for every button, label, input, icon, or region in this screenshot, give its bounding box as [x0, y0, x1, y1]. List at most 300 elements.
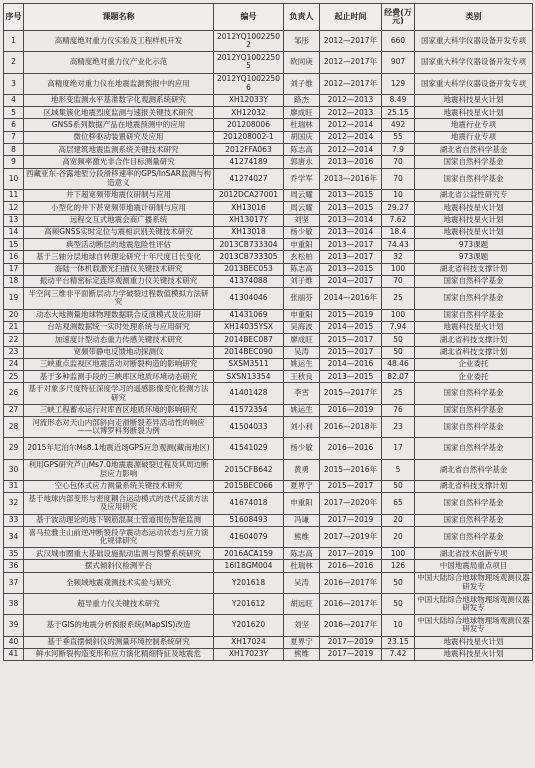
- cell-category: 国家重大科学仪器设备开发专项: [415, 73, 533, 94]
- cell-person: 杨少敏: [284, 226, 320, 238]
- table-row: [4, 214, 533, 226]
- cell-period: 2017—2020年: [320, 493, 382, 514]
- cell-category: 国家自然科学基金: [415, 383, 533, 404]
- cell-funding: 10: [382, 189, 415, 201]
- table-row: [4, 168, 533, 189]
- project-table-sheet: [3, 3, 532, 766]
- cell-name: 小型化的井下甚宽频带地震计研制与应用: [24, 202, 214, 214]
- cell-category: 企业委托: [415, 358, 533, 370]
- table-row: [4, 383, 533, 404]
- cell-funding: 18.4: [382, 226, 415, 238]
- cell-person: 路杰: [284, 94, 320, 106]
- cell-idx: 8: [4, 144, 24, 156]
- header-category: 类别: [415, 4, 533, 31]
- cell-code: 2016ACA159: [214, 548, 284, 560]
- cell-period: 2013—2015: [320, 263, 382, 275]
- cell-idx: 9: [4, 156, 24, 168]
- cell-code: 16I18GM004: [214, 560, 284, 572]
- cell-category: 国家自然科学基金: [415, 514, 533, 526]
- cell-idx: 21: [4, 321, 24, 333]
- cell-funding: 82.07: [382, 371, 415, 383]
- cell-period: 2016—2016: [320, 438, 382, 459]
- cell-category: 国家自然科学基金: [415, 168, 533, 189]
- cell-name: 加速度计型动态重力传感关键技术研究: [24, 334, 214, 346]
- cell-code: 2014BEC090: [214, 346, 284, 358]
- table-row: [4, 514, 533, 526]
- cell-name: 西藏亚东-谷露地堑分段滑移速率的GPS/InSAR监测与构造意义: [24, 168, 214, 189]
- header-funding: 经费(万元): [382, 4, 415, 31]
- cell-category: 中国大陆综合地球物理场观测仪器研发专: [415, 593, 533, 614]
- cell-category: 国家自然科学基金: [415, 288, 533, 309]
- cell-funding: 23.15: [382, 636, 415, 648]
- cell-idx: 32: [4, 493, 24, 514]
- table-row: [4, 493, 533, 514]
- cell-name: 武汉城市圈重大基础设施振动监测与预警系统研究: [24, 548, 214, 560]
- table-row: [4, 251, 533, 263]
- cell-funding: 70: [382, 276, 415, 288]
- cell-period: 2016—2017年: [320, 593, 382, 614]
- cell-name: 微位移驱动装置研究及应用: [24, 131, 214, 143]
- cell-category: 湖北省自然科学基金: [415, 459, 533, 480]
- cell-name: 井下超宽频带地震仪研制与应用: [24, 189, 214, 201]
- cell-funding: 50: [382, 593, 415, 614]
- cell-name: 高宽频率激光非合作目标测量研究: [24, 156, 214, 168]
- cell-code: XH14035YSX: [214, 321, 284, 333]
- cell-category: 973课题: [415, 239, 533, 251]
- cell-name: 宽频带静电反馈地动探测仪: [24, 346, 214, 358]
- cell-category: 地震行业专项: [415, 131, 533, 143]
- cell-code: Y201620: [214, 615, 284, 636]
- cell-person: 欧同庚: [284, 52, 320, 73]
- table-row: [4, 548, 533, 560]
- table-row: [4, 346, 533, 358]
- cell-period: 2013—2014: [320, 226, 382, 238]
- table-row: [4, 309, 533, 321]
- cell-funding: 70: [382, 156, 415, 168]
- cell-code: 2012YQ10022502: [214, 31, 284, 52]
- table-row: [4, 288, 533, 309]
- cell-idx: 15: [4, 239, 24, 251]
- cell-name: 基于GIS的地震分析预报系统(MapSIS)改造: [24, 615, 214, 636]
- cell-name: 三峡重点监视区地震活动对断裂构造的影响研究: [24, 358, 214, 370]
- cell-code: 41541029: [214, 438, 284, 459]
- table-row: [4, 226, 533, 238]
- cell-person: 周云耀: [284, 202, 320, 214]
- table-row: [4, 636, 533, 648]
- cell-period: 2013—2016: [320, 156, 382, 168]
- cell-idx: 22: [4, 334, 24, 346]
- cell-person: 吴涛: [284, 572, 320, 593]
- cell-idx: 10: [4, 168, 24, 189]
- table-row: [4, 334, 533, 346]
- cell-funding: 23: [382, 417, 415, 438]
- cell-idx: 17: [4, 263, 24, 275]
- cell-code: 41431069: [214, 309, 284, 321]
- cell-category: 地震科技星火计划: [415, 202, 533, 214]
- table-row: [4, 526, 533, 547]
- cell-period: 2013—2014: [320, 214, 382, 226]
- cell-name: 远程交互式地震会商广播系统: [24, 214, 214, 226]
- cell-idx: 30: [4, 459, 24, 480]
- cell-period: 2013—2017: [320, 239, 382, 251]
- cell-category: 湖北省技术创新专项: [415, 548, 533, 560]
- cell-name: 地形变监测水平基准数字化观测系统研究: [24, 94, 214, 106]
- cell-period: 2012—2017年: [320, 52, 382, 73]
- cell-name: 全频域地震观测技术实验与研究: [24, 572, 214, 593]
- cell-person: 熊维: [284, 526, 320, 547]
- cell-period: 2015—2016年: [320, 459, 382, 480]
- cell-category: 地震科技星火计划: [415, 648, 533, 660]
- cell-funding: 100: [382, 548, 415, 560]
- cell-idx: 36: [4, 560, 24, 572]
- cell-idx: 26: [4, 383, 24, 404]
- cell-code: 2013BEC053: [214, 263, 284, 275]
- cell-category: 国家重大科学仪器设备开发专项: [415, 52, 533, 73]
- cell-idx: 29: [4, 438, 24, 459]
- cell-period: 2016—2018年: [320, 417, 382, 438]
- cell-person: 郭唐永: [284, 156, 320, 168]
- cell-category: 地震科技星火计划: [415, 107, 533, 119]
- table-row: [4, 239, 533, 251]
- cell-code: 2012FFA063: [214, 144, 284, 156]
- cell-code: SXSM3511: [214, 358, 284, 370]
- cell-code: XH12033Y: [214, 94, 284, 106]
- cell-person: 夏界宁: [284, 636, 320, 648]
- cell-person: 刘小利: [284, 417, 320, 438]
- cell-idx: 39: [4, 615, 24, 636]
- cell-period: 2015—2017年: [320, 383, 382, 404]
- cell-period: 2016—2017年: [320, 572, 382, 593]
- cell-funding: 17: [382, 438, 415, 459]
- cell-code: 41604079: [214, 526, 284, 547]
- cell-idx: 37: [4, 572, 24, 593]
- cell-category: 国家重大科学仪器设备开发专项: [415, 31, 533, 52]
- cell-funding: 492: [382, 119, 415, 131]
- cell-code: 41274027: [214, 168, 284, 189]
- cell-period: 2013—2017: [320, 251, 382, 263]
- cell-category: 湖北省科技支撑计划: [415, 263, 533, 275]
- cell-name: 2015年尼泊尔Ms8.1地震近场GPS应急观测(藏南地区): [24, 438, 214, 459]
- cell-name: 基于多种监测手段的三峡库区地质环境动态研究: [24, 371, 214, 383]
- cell-funding: 100: [382, 309, 415, 321]
- cell-funding: 126: [382, 560, 415, 572]
- cell-idx: 28: [4, 417, 24, 438]
- cell-code: 2015CFB642: [214, 459, 284, 480]
- header-name: 课题名称: [24, 4, 214, 31]
- cell-idx: 2: [4, 52, 24, 73]
- cell-code: 2015BEC066: [214, 480, 284, 492]
- cell-period: 2015—2017: [320, 334, 382, 346]
- cell-person: 玄松柏: [284, 251, 320, 263]
- cell-name: 台站观测数据统一实时处理系统与应用研究: [24, 321, 214, 333]
- cell-category: 地震科技星火计划: [415, 636, 533, 648]
- cell-name: 振动平台精密标定连续观测重力仪关键技术研究: [24, 276, 214, 288]
- cell-name: GNSS系列数据产品在地震预测中的应用: [24, 119, 214, 131]
- cell-person: 陈志高: [284, 548, 320, 560]
- cell-code: XH13016: [214, 202, 284, 214]
- cell-period: 2016—2017年: [320, 615, 382, 636]
- cell-category: 地震科技星火计划: [415, 226, 533, 238]
- cell-name: 基于波动理论的地下钢筋混凝土管道损伤智能监测: [24, 514, 214, 526]
- cell-category: 国家自然科学基金: [415, 417, 533, 438]
- cell-funding: 8.49: [382, 94, 415, 106]
- cell-category: 湖北省科技支撑计划: [415, 334, 533, 346]
- cell-idx: 25: [4, 371, 24, 383]
- cell-person: 刘子维: [284, 276, 320, 288]
- cell-idx: 23: [4, 346, 24, 358]
- cell-period: 2012—2013: [320, 107, 382, 119]
- cell-person: 申重阳: [284, 309, 320, 321]
- cell-period: 2012—2014: [320, 119, 382, 131]
- cell-code: 2013CB733304: [214, 239, 284, 251]
- cell-person: 杨少敏: [284, 438, 320, 459]
- cell-person: 邹彤: [284, 31, 320, 52]
- table-row: [4, 417, 533, 438]
- cell-period: 2017—2019: [320, 636, 382, 648]
- table-row: [4, 202, 533, 214]
- cell-category: 国家自然科学基金: [415, 526, 533, 547]
- cell-period: 2014—2017: [320, 276, 382, 288]
- table-row: [4, 263, 533, 275]
- cell-funding: 660: [382, 31, 415, 52]
- cell-idx: 31: [4, 480, 24, 492]
- cell-period: 2012—2017年: [320, 31, 382, 52]
- table-header-row: [4, 4, 533, 31]
- cell-funding: 50: [382, 334, 415, 346]
- cell-person: 刘坚: [284, 214, 320, 226]
- cell-category: 地震科技星火计划: [415, 321, 533, 333]
- cell-funding: 25: [382, 288, 415, 309]
- cell-funding: 7.42: [382, 648, 415, 660]
- cell-funding: 25.15: [382, 107, 415, 119]
- cell-idx: 34: [4, 526, 24, 547]
- cell-code: 41274189: [214, 156, 284, 168]
- table-row: [4, 593, 533, 614]
- cell-name: 摆式倾斜仪检测平台: [24, 560, 214, 572]
- cell-idx: 1: [4, 31, 24, 52]
- cell-period: 2013—2015: [320, 371, 382, 383]
- cell-code: 51608493: [214, 514, 284, 526]
- cell-person: 杜瑞林: [284, 560, 320, 572]
- cell-category: 中国地震局重点项目: [415, 560, 533, 572]
- cell-person: 张丽芬: [284, 288, 320, 309]
- cell-period: 2014—2015: [320, 321, 382, 333]
- cell-person: 廖成旺: [284, 334, 320, 346]
- cell-person: 黄勇: [284, 459, 320, 480]
- cell-funding: 10: [382, 615, 415, 636]
- cell-person: 胡国庆: [284, 131, 320, 143]
- table-row: [4, 119, 533, 131]
- table-row: [4, 404, 533, 416]
- cell-code: 41304046: [214, 288, 284, 309]
- cell-funding: 50: [382, 572, 415, 593]
- cell-idx: 18: [4, 276, 24, 288]
- cell-person: 冯谦: [284, 514, 320, 526]
- table-row: [4, 480, 533, 492]
- cell-person: 吴海波: [284, 321, 320, 333]
- header-idx: 序号: [4, 4, 24, 31]
- cell-funding: 5: [382, 459, 415, 480]
- cell-person: 李雪: [284, 383, 320, 404]
- cell-person: 姚运生: [284, 404, 320, 416]
- table-row: [4, 459, 533, 480]
- cell-period: 2012—2013: [320, 94, 382, 106]
- cell-funding: 29.27: [382, 202, 415, 214]
- cell-funding: 25: [382, 383, 415, 404]
- cell-period: 2017—2019: [320, 548, 382, 560]
- header-code: 编号: [214, 4, 284, 31]
- cell-code: 2012YQ10022506: [214, 73, 284, 94]
- cell-code: 41572354: [214, 404, 284, 416]
- cell-idx: 41: [4, 648, 24, 660]
- table-row: [4, 31, 533, 52]
- cell-name: 空心包体式应力测量系统关键技术研究: [24, 480, 214, 492]
- cell-funding: 20: [382, 514, 415, 526]
- cell-funding: 32: [382, 251, 415, 263]
- cell-funding: 907: [382, 52, 415, 73]
- cell-code: 2014BEC087: [214, 334, 284, 346]
- cell-name: 基于地球内部变形与密度耦合运动模式的迭代反演方法及应用研究: [24, 493, 214, 514]
- cell-category: 中国大陆综合地球物理场观测仪器研发专: [415, 572, 533, 593]
- cell-idx: 7: [4, 131, 24, 143]
- cell-category: 国家自然科学基金: [415, 309, 533, 321]
- cell-code: 2012DCA27001: [214, 189, 284, 201]
- project-table: [3, 3, 533, 661]
- cell-person: 陈志高: [284, 263, 320, 275]
- cell-name: 动态大地测量地球物理数据联合反演模式及应用研: [24, 309, 214, 321]
- table-row: [4, 371, 533, 383]
- cell-code: 2013CB733305: [214, 251, 284, 263]
- cell-code: XH12032: [214, 107, 284, 119]
- cell-category: 国家自然科学基金: [415, 156, 533, 168]
- cell-idx: 16: [4, 251, 24, 263]
- table-row: [4, 156, 533, 168]
- cell-category: 湖北省自然科学基金: [415, 144, 533, 156]
- table-row: [4, 276, 533, 288]
- cell-funding: 50: [382, 480, 415, 492]
- cell-person: 申重阳: [284, 239, 320, 251]
- cell-period: 2015—2019: [320, 309, 382, 321]
- cell-name: 高层建筑地震监测系统关键技术研究: [24, 144, 214, 156]
- cell-period: 2012—2017年: [320, 73, 382, 94]
- cell-name: 海陆一体机载激光扫描仪关键技术研究: [24, 263, 214, 275]
- cell-category: 湖北省公益性研究专: [415, 189, 533, 201]
- table-row: [4, 107, 533, 119]
- cell-person: 刘子维: [284, 73, 320, 94]
- cell-code: SXSN13354: [214, 371, 284, 383]
- cell-name: 典型活动断层的地震危险性评估: [24, 239, 214, 251]
- cell-name: 鲜水河断裂构造变形和应力演化精细特征及地震危: [24, 648, 214, 660]
- cell-person: 胡远旺: [284, 593, 320, 614]
- table-row: [4, 321, 533, 333]
- cell-category: 地震行业专项: [415, 119, 533, 131]
- cell-period: 2016—2019: [320, 404, 382, 416]
- table-row: [4, 144, 533, 156]
- cell-funding: 55: [382, 131, 415, 143]
- cell-name: 喜马拉雅主山前逆冲断裂段孕震动态运动状态与应力演化规律研究: [24, 526, 214, 547]
- cell-person: 杜瑞林: [284, 119, 320, 131]
- cell-category: 湖北省科技支撑计划: [415, 480, 533, 492]
- cell-funding: 50: [382, 346, 415, 358]
- cell-name: 区域集簇化地震烈度监测与速报关键技术研究: [24, 107, 214, 119]
- cell-idx: 12: [4, 202, 24, 214]
- cell-funding: 65: [382, 493, 415, 514]
- cell-code: 2012YQ10022505: [214, 52, 284, 73]
- cell-period: 2013—2016年: [320, 168, 382, 189]
- cell-funding: 74.43: [382, 239, 415, 251]
- cell-funding: 7.62: [382, 214, 415, 226]
- cell-funding: 7.94: [382, 321, 415, 333]
- cell-name: 高精度绝对重力仪在地震监测预报中的应用: [24, 73, 214, 94]
- cell-category: 国家自然科学基金: [415, 493, 533, 514]
- cell-code: Y201612: [214, 593, 284, 614]
- cell-idx: 20: [4, 309, 24, 321]
- cell-category: 企业委托: [415, 371, 533, 383]
- cell-idx: 27: [4, 404, 24, 416]
- cell-category: 973课题: [415, 251, 533, 263]
- cell-idx: 24: [4, 358, 24, 370]
- cell-code: 41374088: [214, 276, 284, 288]
- cell-funding: 7.9: [382, 144, 415, 156]
- cell-idx: 38: [4, 593, 24, 614]
- cell-idx: 35: [4, 548, 24, 560]
- cell-person: 陈志高: [284, 144, 320, 156]
- table-row: [4, 52, 533, 73]
- table-body: [4, 31, 533, 661]
- cell-funding: 70: [382, 168, 415, 189]
- cell-person: 姚运生: [284, 358, 320, 370]
- cell-code: XH13018: [214, 226, 284, 238]
- cell-category: 地震科技星火计划: [415, 214, 533, 226]
- cell-category: 国家自然科学基金: [415, 438, 533, 459]
- cell-code: 41504033: [214, 417, 284, 438]
- cell-period: 2012—2014: [320, 144, 382, 156]
- cell-idx: 3: [4, 73, 24, 94]
- cell-period: 2015—2017: [320, 346, 382, 358]
- cell-idx: 14: [4, 226, 24, 238]
- cell-period: 2017—2019年: [320, 526, 382, 547]
- table-row: [4, 73, 533, 94]
- cell-name: 高精度绝对重力仪产业化示范: [24, 52, 214, 73]
- table-row: [4, 438, 533, 459]
- cell-code: 41401428: [214, 383, 284, 404]
- cell-period: 2014—2016年: [320, 288, 382, 309]
- cell-name: 超导重力仪关键技术研究: [24, 593, 214, 614]
- cell-idx: 13: [4, 214, 24, 226]
- cell-idx: 5: [4, 107, 24, 119]
- cell-code: 41674018: [214, 493, 284, 514]
- cell-code: XH17023Y: [214, 648, 284, 660]
- cell-code: 201208002-1: [214, 131, 284, 143]
- header-person: 负责人: [284, 4, 320, 31]
- cell-category: 国家自然科学基金: [415, 276, 533, 288]
- cell-category: 中国大陆综合地球物理场观测仪器研发专: [415, 615, 533, 636]
- cell-idx: 4: [4, 94, 24, 106]
- cell-name: 半空间三维非平面断层动力学破裂过程数值模拟方法研究: [24, 288, 214, 309]
- table-row: [4, 572, 533, 593]
- cell-person: 周云耀: [284, 189, 320, 201]
- cell-funding: 129: [382, 73, 415, 94]
- cell-name: 三峡工程蓄水运行对库首区地质环境的影响研究: [24, 404, 214, 416]
- cell-period: 2013—2015: [320, 189, 382, 201]
- cell-name: 高频GNSS实时定位与震相识别关键技术研究: [24, 226, 214, 238]
- table-row: [4, 615, 533, 636]
- cell-period: 2016—2016: [320, 560, 382, 572]
- cell-funding: 48.46: [382, 358, 415, 370]
- cell-period: 2013—2015: [320, 202, 382, 214]
- cell-person: 熊维: [284, 648, 320, 660]
- table-row: [4, 189, 533, 201]
